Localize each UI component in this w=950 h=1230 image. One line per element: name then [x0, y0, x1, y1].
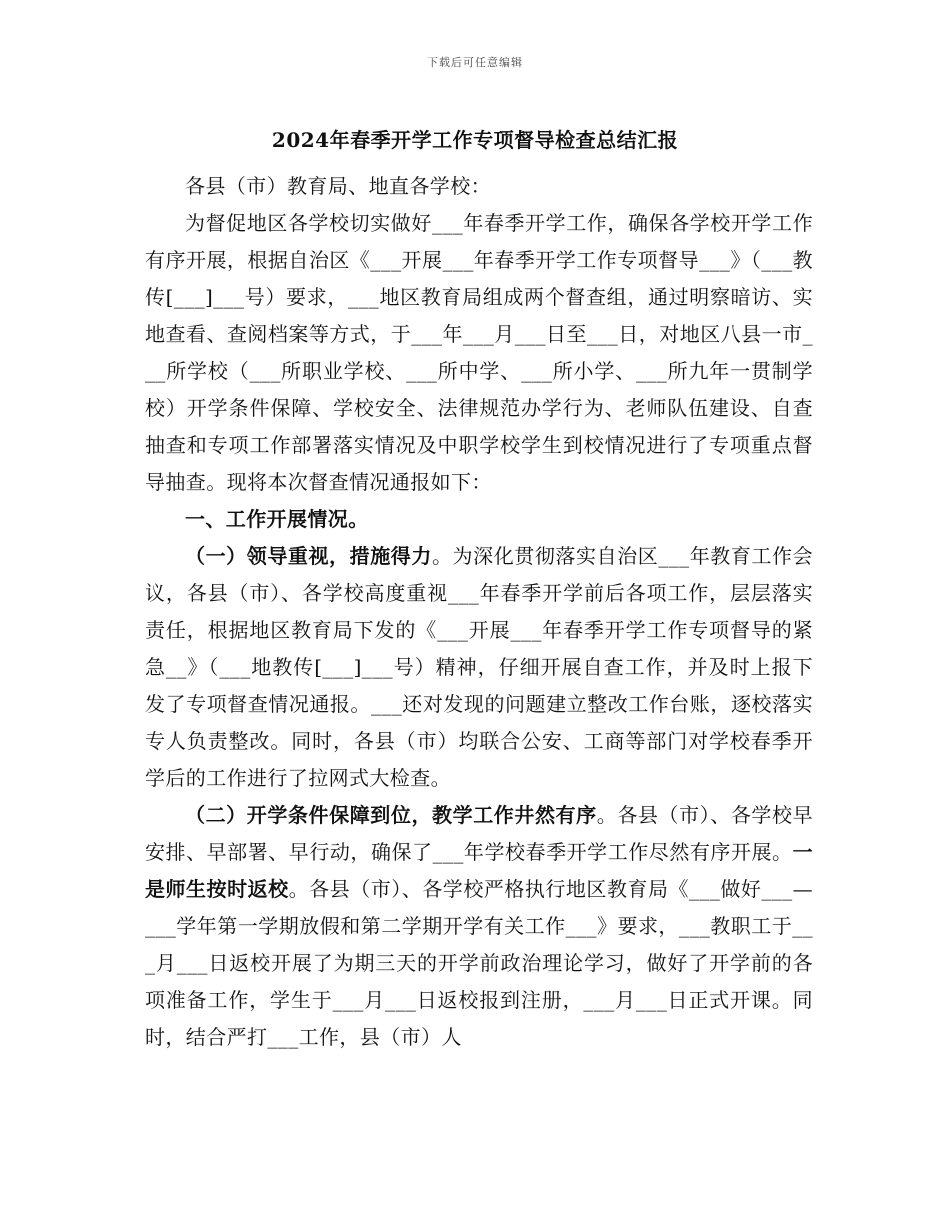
section-heading-1: 一、工作开展情况。	[185, 507, 369, 531]
header-note: 下载后可任意编辑	[427, 56, 523, 69]
salutation: 各县（市）教育局、地直各学校：	[185, 174, 491, 198]
subsection-text-2b: 。各县（市）、各学校严格执行地区教育局《___做好___—___学年第一学期放假和第二学期开学有关工作___》要求，___教职工于___月___日返校开展了为期三天的开学前政治理论学习，做好了开学前的各项准备工作，学生于___月___日返校报到注册，___月___日正式开课。同时，结合严打___工作，县（市）人	[145, 877, 813, 1049]
document-title: 2024年春季开学工作专项督导检查总结汇报	[271, 128, 679, 152]
point-heading-1: 一是师生按时返校	[145, 840, 813, 901]
subsection-heading-2: （二）开学条件保障到位，教学工作井然有序	[185, 803, 597, 827]
subsection-paragraph-1	[145, 538, 813, 797]
subsection-heading-1: （一）领导重视，措施得力	[185, 544, 432, 568]
subsection-text-2a: 。各县（市）、各学校早安排、早部署、早行动，确保了___年学校春季开学工作尽然有序开展。	[145, 803, 813, 864]
subsection-text-1: 。为深化贯彻落实自治区___年教育工作会议，各县（市）、各学校高度重视___年春季开学前后各项工作，层层落实责任，根据地区教育局下发的《___开展___年春季开学工作专项督导的紧急__》（___地教传[___]___号）精神，仔细开展自查工作，并及时上报下发了专项督查情况通报。___还对发现的问题建立整改工作台账，逐校落实专人负责整改。同时，各县（市）均联合公安、工商等部门对学校春季开学后的工作进行了拉网式大检查。	[145, 544, 813, 790]
intro-paragraph: 为督促地区各学校切实做好___年春季开学工作，确保各学校开学工作有序开展，根据自治区《___开展___年春季开学工作专项督导___》（___教传[___]___号）要求，___地区教育局组成两个督查组，通过明察暗访、实地查看、查阅档案等方式，于___年___月___日至___日，对地区八县一市___所学校（___所职业学校、___所中学、___所小学、___所九年一贯制学校）开学条件保障、学校安全、法律规范办学行为、老师队伍建设、自查抽查和专项工作部署落实情况及中职学校学生到校情况进行了专项重点督导抽查。现将本次督查情况通报如下：	[145, 211, 813, 494]
document-body	[145, 168, 813, 1056]
subsection-paragraph-2	[145, 797, 813, 1056]
